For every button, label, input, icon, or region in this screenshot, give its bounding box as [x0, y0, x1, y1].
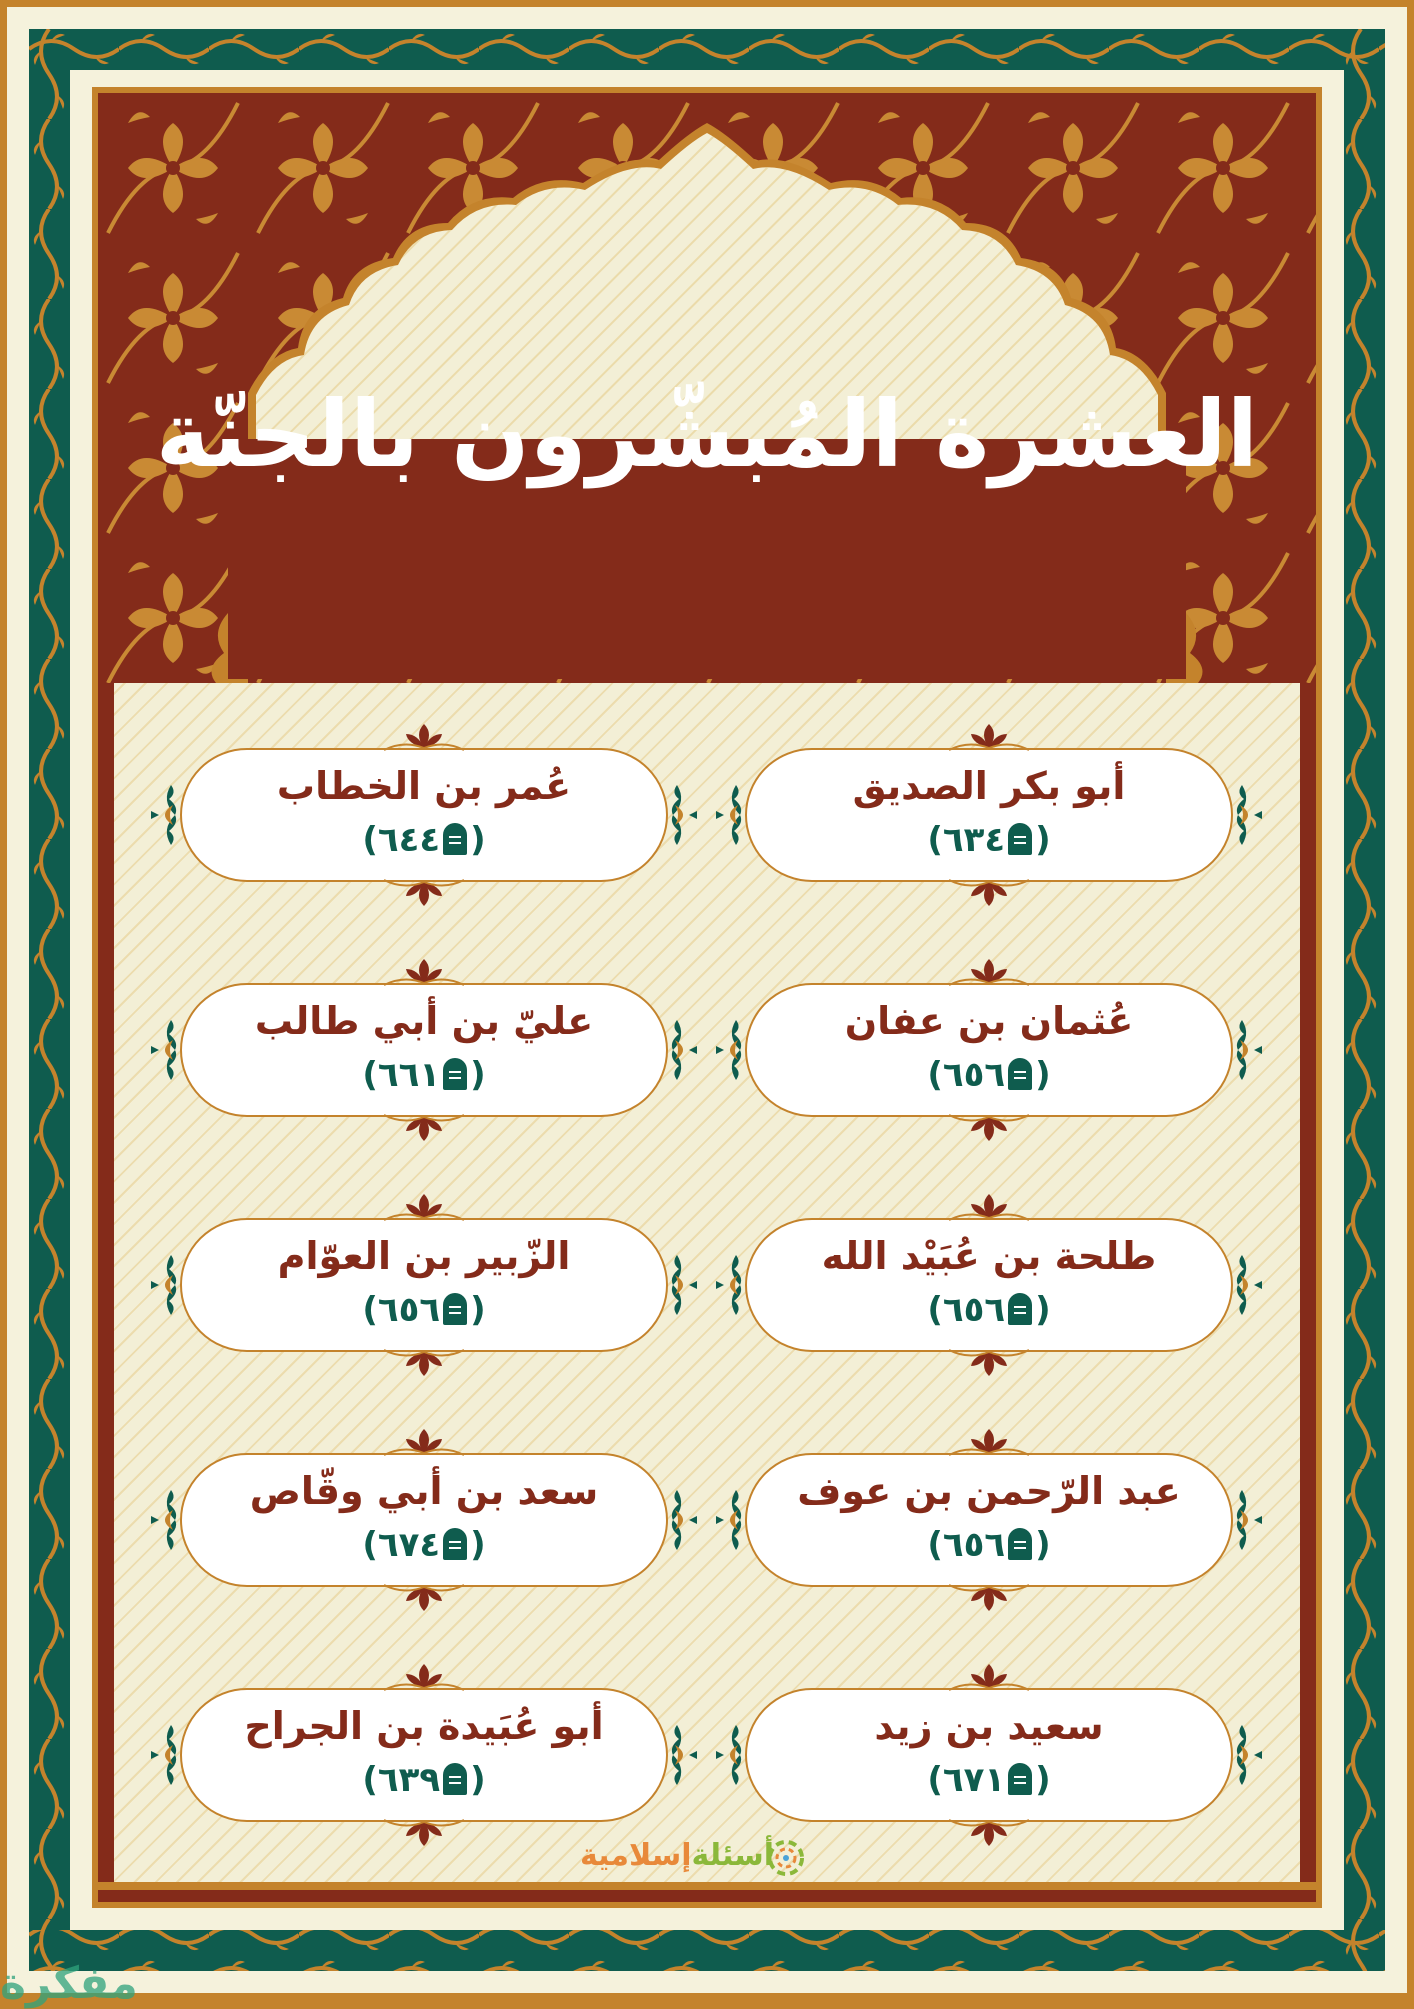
tombstone-icon [1008, 1293, 1032, 1325]
death-year: (٦٧٤) [362, 1525, 486, 1565]
site-logo [0, 1838, 1414, 1873]
death-year: (٦٥٦) [927, 1055, 1051, 1095]
companion-name: الزّبير بن العوّام [277, 1234, 571, 1278]
logo-text-part1: أسئلة [691, 1838, 775, 1873]
death-year: (٦٥٦) [927, 1290, 1051, 1330]
companion-name: أبو بكر الصديق [852, 764, 1126, 808]
companion-card [745, 1453, 1233, 1587]
death-year: (٦٧١) [927, 1760, 1051, 1800]
companion-name: طلحة بن عُبَيْد الله [821, 1234, 1157, 1278]
bottom-gold-line [98, 1882, 1316, 1890]
companion-name: سعيد بن زيد [874, 1704, 1104, 1748]
death-year: (٦٣٤) [927, 820, 1051, 860]
companion-card [745, 983, 1233, 1117]
companion-card [180, 983, 668, 1117]
companion-name: سعد بن أبي وقّاص [249, 1469, 599, 1513]
companion-name: عبد الرّحمن بن عوف [797, 1469, 1181, 1513]
companion-card [745, 1218, 1233, 1352]
tombstone-icon [1008, 1058, 1032, 1090]
tombstone-icon [443, 823, 467, 855]
tombstone-icon [443, 1058, 467, 1090]
death-year: (٦٥٦) [927, 1525, 1051, 1565]
death-year: (٦٣٩) [362, 1760, 486, 1800]
companion-card [745, 1688, 1233, 1822]
companion-card [180, 1688, 668, 1822]
tombstone-icon [443, 1528, 467, 1560]
maroon-right-edge [1300, 683, 1316, 1902]
tombstone-icon [1008, 1528, 1032, 1560]
tombstone-icon [443, 1293, 467, 1325]
maroon-left-edge [98, 683, 114, 1902]
companion-card [180, 1218, 668, 1352]
watermark: مفكرة [0, 1958, 138, 2009]
companion-card [745, 748, 1233, 882]
logo-text-part2: إسلامية [579, 1838, 692, 1873]
death-year: (٦٦١) [362, 1055, 486, 1095]
tombstone-icon [1008, 1763, 1032, 1795]
tombstone-icon [1008, 823, 1032, 855]
death-year: (٦٤٤) [362, 820, 486, 860]
maroon-bottom-edge [98, 1890, 1316, 1902]
death-year: (٦٥٦) [362, 1290, 486, 1330]
companion-name: أبو عُبَيدة بن الجراح [244, 1704, 604, 1748]
companion-name: عُمر بن الخطاب [276, 764, 572, 808]
companion-card [180, 1453, 668, 1587]
tombstone-icon [443, 1763, 467, 1795]
companion-name: عليّ بن أبي طالب [254, 999, 594, 1043]
companion-card [180, 748, 668, 882]
companion-name: عُثمان بن عفان [844, 999, 1134, 1043]
page-title: العشرة المُبشّرون بالجنّة [155, 381, 1259, 488]
